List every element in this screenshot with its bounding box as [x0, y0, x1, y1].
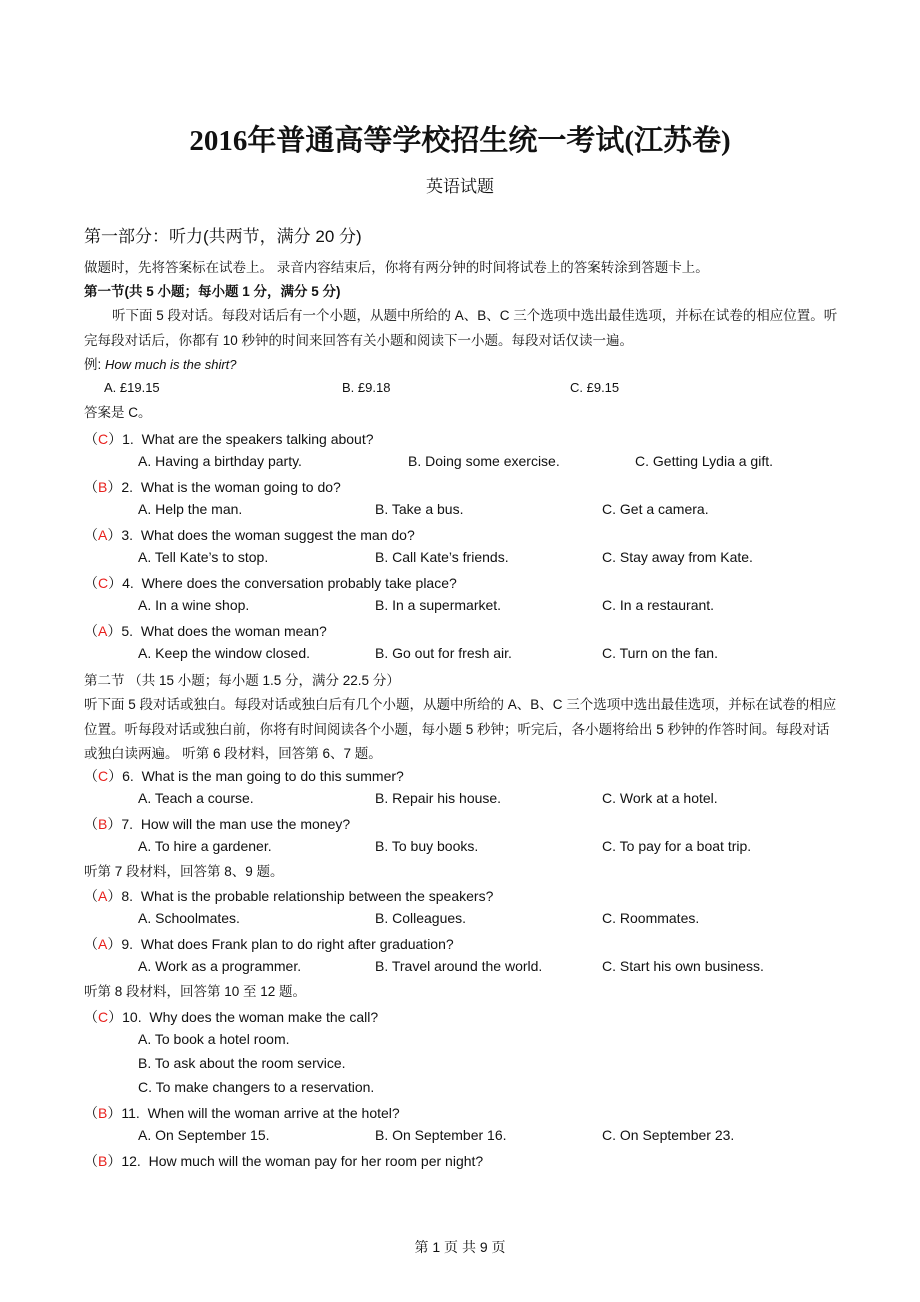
question-text: How will the man use the money?: [140, 816, 351, 832]
question-number: 2.: [121, 479, 134, 495]
option-c: C. In a restaurant.: [602, 597, 715, 613]
example-question-text: How much is the shirt?: [105, 357, 237, 372]
option-a: A. To hire a gardener.: [138, 838, 272, 854]
section2-heading: 第二节 （共 15 小题；每小题 1.5 分，满分 22.5 分）: [84, 673, 400, 688]
example-question: [84, 353, 237, 377]
question-3: （A）3. What does the woman suggest the man do?: [84, 527, 415, 543]
option-b: B. To ask about the room service.: [138, 1055, 346, 1071]
option-b: B. Repair his house.: [375, 790, 502, 806]
intro-text: 做题时，先将答案标在试卷上。 录音内容结束后，你将有两分钟的时间将试卷上的答案转涂到答题卡上。: [84, 260, 709, 275]
option-c: C. Work at a hotel.: [602, 790, 718, 806]
question-12: （B）12. How much will the woman pay for her room per night?: [84, 1153, 484, 1169]
option-b: B. On September 16.: [375, 1127, 507, 1143]
option-a: A. To book a hotel room.: [138, 1031, 290, 1047]
answer-mark: C: [98, 1009, 109, 1025]
question-5: （A）5. What does the woman mean?: [84, 623, 327, 639]
answer-mark: C: [98, 575, 109, 591]
option-a: A. Schoolmates.: [138, 910, 240, 926]
exam-subtitle: 英语试题: [426, 177, 494, 196]
question-7: （B）7. How will the man use the money?: [84, 816, 351, 832]
question-text: What is the probable relationship between the speakers?: [140, 888, 494, 904]
option-c: C. On September 23.: [602, 1127, 735, 1143]
question-text: Where does the conversation probably take place?: [141, 575, 457, 591]
option-a: A. In a wine shop.: [138, 597, 250, 613]
option-c: C. Get a camera.: [602, 501, 709, 517]
question-4: （C）4. Where does the conversation probably take place?: [84, 575, 457, 591]
section1-heading: 第一节(共 5 小题；每小题 1 分，满分 5 分): [84, 284, 341, 299]
answer-mark: B: [98, 479, 108, 495]
example-option-b: B. £9.18: [342, 380, 391, 395]
part-heading: 第一部分：听力(共两节，满分 20 分): [84, 227, 362, 246]
question-number: 11.: [121, 1105, 140, 1121]
option-b: B. Call Kate’s friends.: [375, 549, 509, 565]
question-10: （C）10. Why does the woman make the call?: [84, 1009, 379, 1025]
exam-title: 2016年普通高等学校招生统一考试(江苏卷): [189, 125, 731, 157]
question-text: What does the woman mean?: [140, 623, 327, 639]
question-8: （A）8. What is the probable relationship between the speakers?: [84, 888, 494, 904]
example-label: 例:: [84, 357, 102, 372]
answer-mark: A: [98, 623, 108, 639]
answer-mark: B: [98, 1153, 108, 1169]
option-a: A. On September 15.: [138, 1127, 270, 1143]
question-1: （C）1. What are the speakers talking about?: [84, 431, 374, 447]
question-number: 5.: [121, 623, 134, 639]
question-number: 4.: [122, 575, 134, 591]
question-9: （A）9. What does Frank plan to do right after graduation?: [84, 936, 454, 952]
question-2: （B）2. What is the woman going to do?: [84, 479, 341, 495]
option-c: C. Start his own business.: [602, 958, 764, 974]
answer-mark: C: [98, 768, 109, 784]
option-b: B. In a supermarket.: [375, 597, 502, 613]
question-text: What does Frank plan to do right after graduation?: [140, 936, 454, 952]
option-b: B. To buy books.: [375, 838, 479, 854]
section2-instructions: 听下面 5 段对话或独白。每段对话或独白后有几个小题，从题中所给的 A、B、C 三个选项中选出最佳选项，并标在试卷的相应位置。听每段对话或独白前，你将有时间阅读各个小题，每小题 5 秒钟；听完后，各小题将给出 5 秒钟的作答时间。每段对话或独白读两遍。 听第 6 段材料，回答第 6、7 题。: [84, 697, 837, 761]
question-text: Why does the woman make the call?: [149, 1009, 379, 1025]
question-number: 6.: [122, 768, 134, 784]
option-c: C. Turn on the fan.: [602, 645, 718, 661]
example-option-c: C. £9.15: [570, 380, 620, 395]
option-a: A. Tell Kate’s to stop.: [138, 549, 269, 565]
option-a: A. Teach a course.: [138, 790, 254, 806]
question-number: 8.: [121, 888, 134, 904]
question-number: 12.: [121, 1153, 141, 1169]
question-number: 9.: [121, 936, 134, 952]
option-b: B. Take a bus.: [375, 501, 464, 517]
answer-mark: A: [98, 888, 108, 904]
option-b: B. Go out for fresh air.: [375, 645, 512, 661]
question-6: （C）6. What is the man going to do this summer?: [84, 768, 404, 784]
question-11: （B）11. When will the woman arrive at the hotel?: [84, 1105, 400, 1121]
answer-mark: B: [98, 816, 108, 832]
question-text: What is the man going to do this summer?: [141, 768, 404, 784]
option-c: C. Roommates.: [602, 910, 700, 926]
question-number: 1.: [122, 431, 134, 447]
answer-mark: B: [98, 1105, 108, 1121]
question-text: What does the woman suggest the man do?: [140, 527, 415, 543]
example-answer: 答案是 C。: [84, 405, 152, 420]
option-c: C. Getting Lydia a gift.: [635, 453, 773, 469]
option-a: A. Help the man.: [138, 501, 243, 517]
question-text: How much will the woman pay for her room per night?: [148, 1153, 484, 1169]
option-b: B. Colleagues.: [375, 910, 467, 926]
answer-mark: A: [98, 527, 108, 543]
material-8-note: 听第 8 段材料，回答第 10 至 12 题。: [84, 984, 307, 999]
material-7-note: 听第 7 段材料，回答第 8、9 题。: [84, 864, 284, 879]
example-option-a: A. £19.15: [104, 380, 160, 395]
answer-mark: C: [98, 431, 109, 447]
question-text: What is the woman going to do?: [140, 479, 341, 495]
option-c: C. Stay away from Kate.: [602, 549, 753, 565]
question-text: What are the speakers talking about?: [141, 431, 374, 447]
option-a: A. Work as a programmer.: [138, 958, 302, 974]
option-b: B. Travel around the world.: [375, 958, 543, 974]
question-number: 3.: [121, 527, 134, 543]
option-c: C. To pay for a boat trip.: [602, 838, 752, 854]
option-a: A. Keep the window closed.: [138, 645, 310, 661]
page-footer: 第 1 页 共 9 页: [414, 1239, 506, 1255]
option-a: A. Having a birthday party.: [138, 453, 302, 469]
option-b: B. Doing some exercise.: [408, 453, 560, 469]
question-number: 10.: [122, 1009, 142, 1025]
answer-mark: A: [98, 936, 108, 952]
question-number: 7.: [121, 816, 134, 832]
section1-instructions: 听下面 5 段对话。每段对话后有一个小题，从题中所给的 A、B、C 三个选项中选出最佳选项，并标在试卷的相应位置。听完每段对话后，你都有 10 秒钟的时间来回答有关小题和阅读下一小题。每段对话仅读一遍。: [84, 308, 838, 348]
option-c: C. To make changers to a reservation.: [138, 1079, 375, 1095]
question-text: When will the woman arrive at the hotel?: [147, 1105, 400, 1121]
